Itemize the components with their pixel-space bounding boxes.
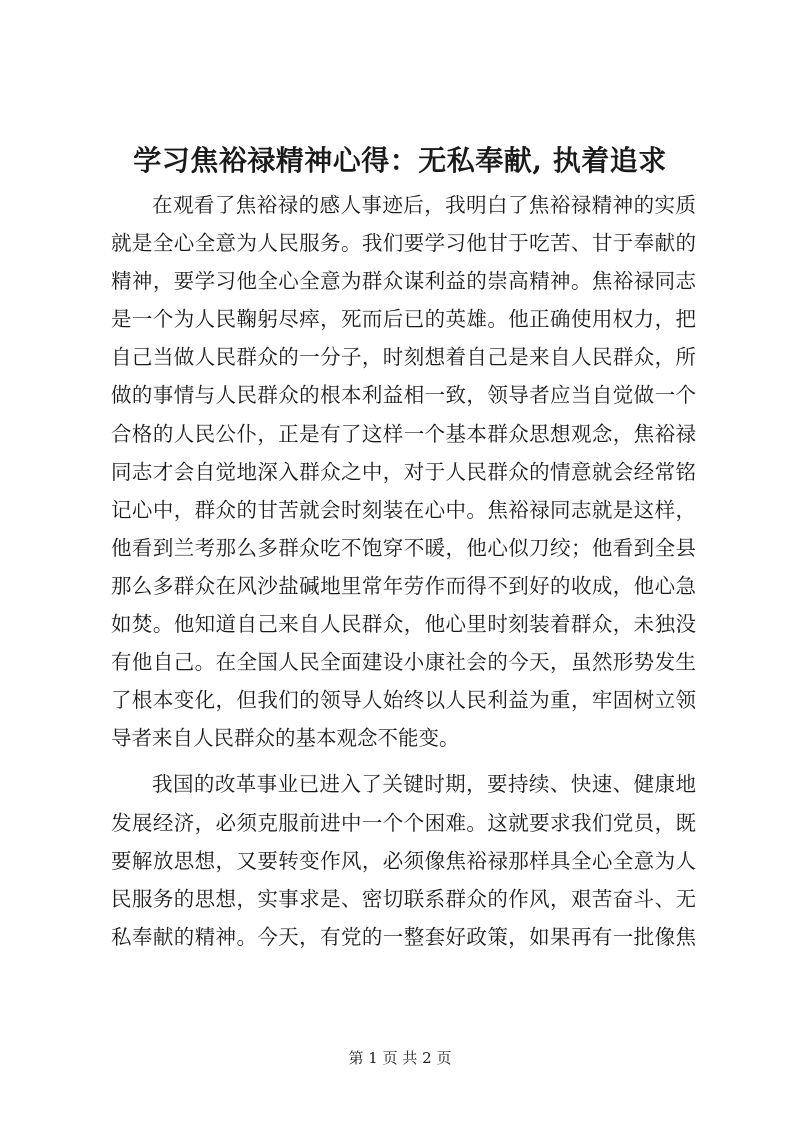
paragraph-2	[111, 765, 696, 955]
paragraph-1	[111, 186, 696, 757]
text-line: 自己当做人民群众的一分子，时刻想着自己是来自人民群众，所	[111, 345, 696, 370]
text-line: 民服务的思想，实事求是、密切联系群众的作风，艰苦奋斗、无	[111, 886, 696, 911]
text-line: 发展经济，必须克服前进中一个个困难。这就要求我们党员，既	[111, 810, 696, 835]
text-line: 就是全心全意为人民服务。我们要学习他甘于吃苦、甘于奉献的	[111, 231, 696, 256]
text-line: 在观看了焦裕禄的感人事迹后，我明白了焦裕禄精神的实质	[152, 193, 696, 217]
document-body	[111, 186, 696, 956]
text-line: 导者来自人民群众的基本观念不能变。	[111, 726, 460, 751]
document-title: 学习焦裕禄精神心得：无私奉献, 执着追求	[133, 144, 667, 177]
text-line: 有他自己。在全国人民全面建设小康社会的今天，虽然形势发生	[111, 650, 696, 675]
paragraph-gap	[111, 757, 696, 765]
text-line: 如焚。他知道自己来自人民群众，他心里时刻装着群众，未独没	[111, 612, 696, 637]
text-line: 要解放思想，又要转变作风，必须像焦裕禄那样具全心全意为人	[111, 848, 696, 873]
text-line: 那么多群众在风沙盐碱地里常年劳作而得不到好的收成，他心急	[111, 573, 696, 598]
text-line: 私奉献的精神。今天，有党的一整套好政策，如果再有一批像焦	[111, 924, 696, 949]
text-line: 了根本变化，但我们的领导人始终以人民利益为重，牢固树立领	[111, 688, 696, 713]
text-line: 我国的改革事业已进入了关键时期，要持续、快速、健康地	[152, 772, 696, 797]
text-line: 做的事情与人民群众的根本利益相一致，领导者应当自觉做一个	[111, 383, 696, 408]
text-line: 同志才会自觉地深入群众之中，对于人民群众的情意就会经常铭	[111, 459, 696, 484]
text-line: 合格的人民公仆，正是有了这样一个基本群众思想观念，焦裕禄	[111, 421, 696, 446]
page-footer: 第 1 页 共 2 页	[348, 1049, 452, 1067]
text-line: 精神，要学习他全心全意为群众谋利益的崇高精神。焦裕禄同志	[111, 269, 696, 294]
text-line: 是一个为人民鞠躬尽瘁，死而后已的英雄。他正确使用权力，把	[111, 307, 696, 332]
text-line: 他看到兰考那么多群众吃不饱穿不暖，他心似刀绞；他看到全县	[111, 535, 696, 560]
text-line: 记心中，群众的甘苦就会时刻装在心中。焦裕禄同志就是这样，	[111, 497, 696, 522]
